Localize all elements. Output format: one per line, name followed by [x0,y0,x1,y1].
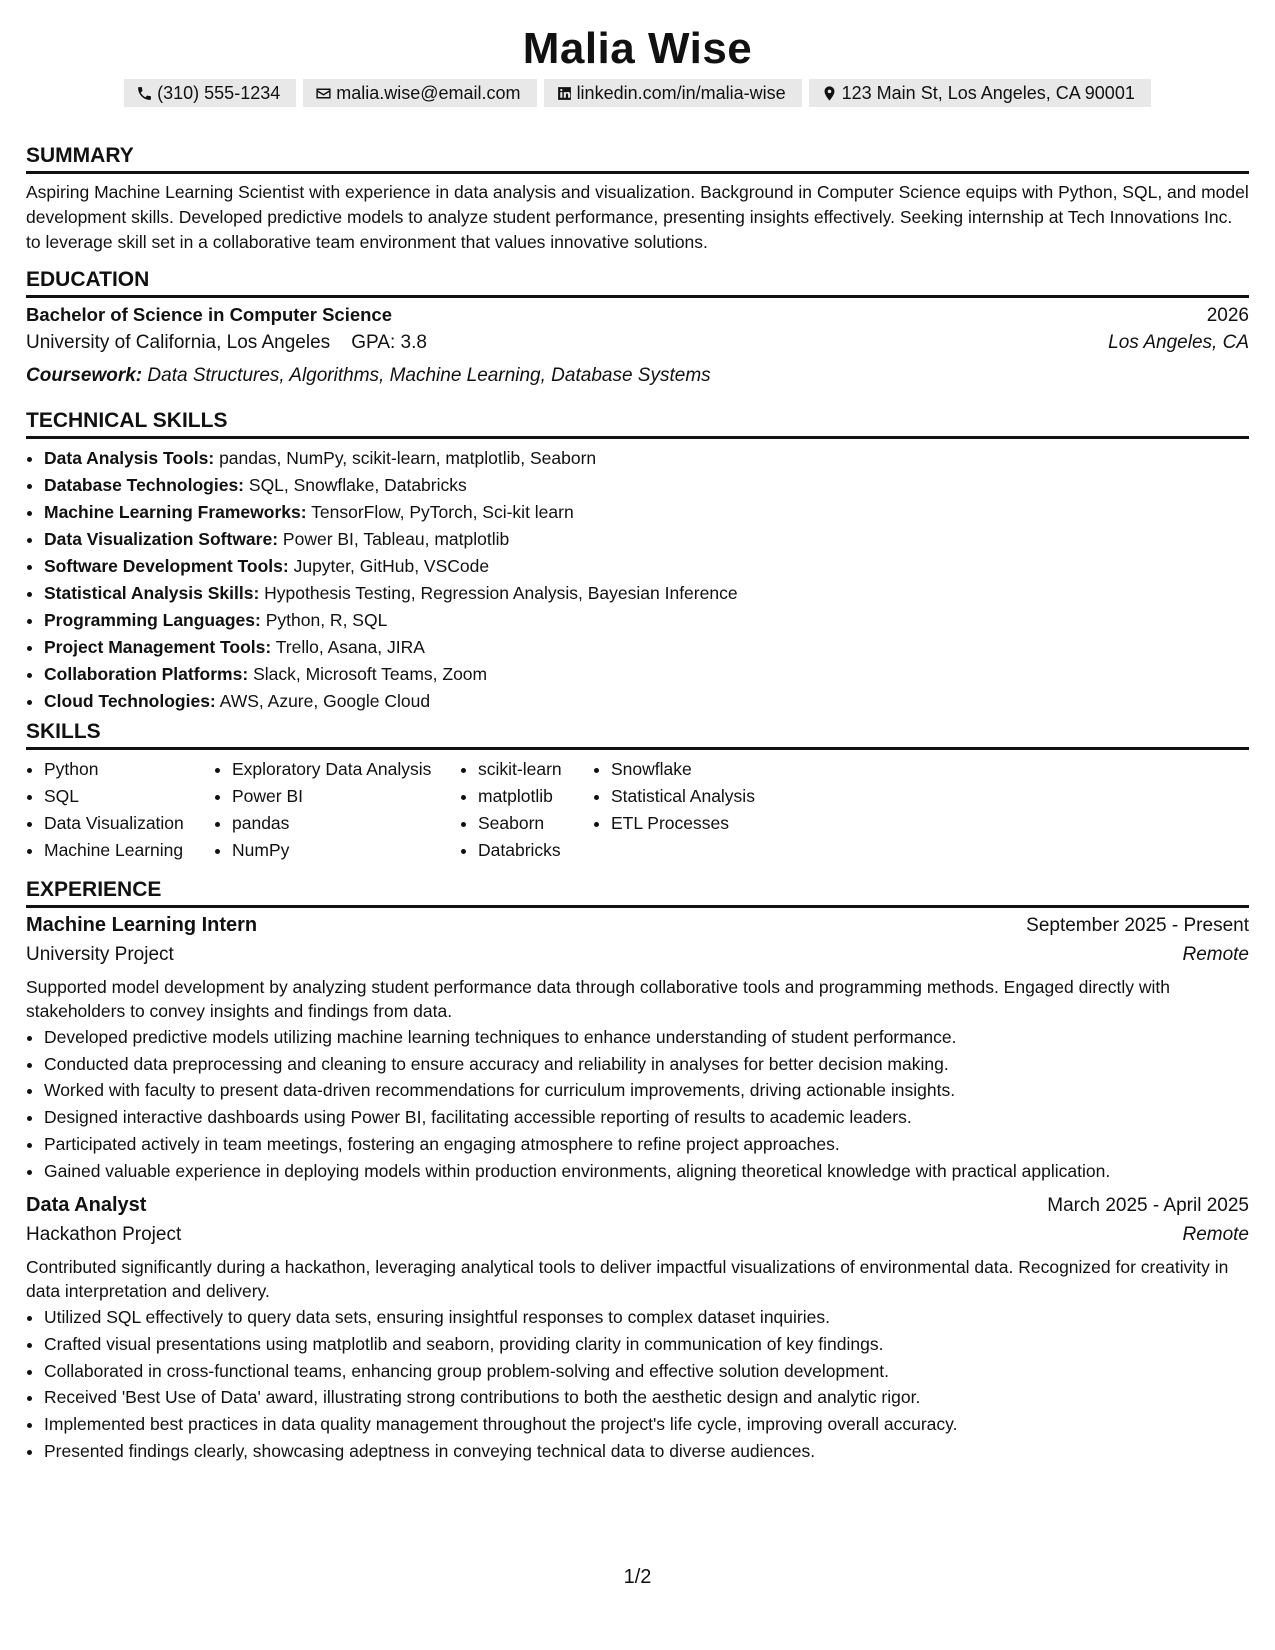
experience-section [26,876,1249,1464]
job-location: Remote [1182,944,1249,965]
contact-linkedin-text: linkedin.com/in/malia-wise [576,83,786,103]
list-item [44,553,1249,580]
list-item: • Received 'Best Use of Data' award, illustrating strong contributions to both the aesthetic design and analytic rigor. [44,1384,1249,1411]
list-item: • Worked with faculty to present data-driven recommendations for curriculum improvements, driving actionable insights. [44,1077,1249,1104]
list-item: • NumPy [232,837,460,864]
skills-column [460,756,593,864]
list-item: • Participated actively in team meetings, fostering an engaging atmosphere to refine project approaches. [44,1131,1249,1158]
contact-email[interactable] [303,79,536,107]
skills-column [26,756,214,864]
coursework-line [26,361,1249,391]
contact-address-text: 123 Main St, Los Angeles, CA 90001 [841,83,1135,103]
list-item: • Power BI [232,783,460,810]
list-item: • ETL Processes [611,810,811,837]
skills-section [26,718,1249,864]
technical-skills-section [26,407,1249,715]
list-item: • matplotlib [478,783,593,810]
coursework-list: Data Structures, Algorithms, Machine Learning, Database Systems [147,365,711,386]
skill-category: Data Visualization Software: [44,529,279,549]
job-role: Machine Learning Intern [26,914,258,936]
job-entry [26,1194,1249,1464]
skill-category: Cloud Technologies: [44,691,216,711]
job-dates: March 2025 - April 2025 [1047,1195,1249,1217]
phone-icon [136,85,153,102]
technical-skills-list [26,445,1249,715]
job-dates: September 2025 - Present [1026,915,1249,936]
list-item: • scikit-learn [478,756,593,783]
skill-category: Programming Languages: [44,610,261,630]
job-bullets [26,1024,1249,1184]
skill-category: Data Analysis Tools: [44,448,215,468]
list-item [44,499,1249,526]
skill-category: Machine Learning Frameworks: [44,502,307,522]
skills-column [593,756,811,864]
coursework-label: Coursework: [26,365,143,386]
list-item [44,661,1249,688]
resume-page [26,0,1249,1461]
skill-category: Software Development Tools: [44,556,289,576]
list-item: • Collaborated in cross-functional teams, enhancing group problem-solving and effective solution development. [44,1358,1249,1385]
contact-linkedin[interactable] [544,79,802,107]
list-item: • Snowflake [611,756,811,783]
summary-text: Aspiring Machine Learning Scientist with experience in data analysis and visualization. Background in Computer Science equips with Python, SQL, and model development skills. Developed predictive models to analyze student performance, presenting insights effectively. Seeking internship at Tech Innovations Inc. to leverage skill set in a collaborative team environment that values innovative solutions. [26,182,1249,252]
list-item: • Implemented best practices in data quality management throughout the project's life cycle, improving overall accuracy. [44,1411,1249,1438]
skill-values: SQL, Snowflake, Databricks [248,475,467,495]
skill-values: TensorFlow, PyTorch, Sci-kit learn [311,502,574,522]
list-item [44,688,1249,715]
skill-values: Power BI, Tableau, matplotlib [282,529,510,549]
summary-section [26,142,1249,255]
list-item: • Python [44,756,214,783]
contact-address [809,79,1151,107]
list-item [44,634,1249,661]
section-title-technical-skills: TECHNICAL SKILLS [26,407,1249,439]
graduation-year: 2026 [1206,305,1249,326]
school-name: University of California, Los Angeles [26,332,331,353]
map-pin-icon [821,85,838,102]
list-item [44,445,1249,472]
list-item [44,526,1249,553]
list-item: • Seaborn [478,810,593,837]
skill-values: Slack, Microsoft Teams, Zoom [253,664,488,684]
envelope-icon [315,85,332,102]
job-bullets [26,1304,1249,1464]
list-item: • Gained valuable experience in deploying models within production environments, aligning theoretical knowledge with practical application. [44,1158,1249,1185]
list-item: • Databricks [478,837,593,864]
job-org: University Project [26,944,174,965]
skill-category: Project Management Tools: [44,637,272,657]
school-location: Los Angeles, CA [1108,332,1249,353]
job-entry [26,914,1249,1184]
job-summary: Supported model development by analyzing student performance data through collaborative tools and programming methods. Engaged directly with stakeholders to convey insights and findings from data. [26,977,1171,1021]
candidate-name: Malia Wise [522,24,753,73]
list-item: • Data Visualization [44,810,214,837]
list-item [44,607,1249,634]
contact-bar [26,79,1249,107]
skills-grid [26,756,1249,864]
skill-values: Python, R, SQL [265,610,388,630]
school-line [26,332,427,354]
list-item: • Machine Learning [44,837,214,864]
gpa: GPA: 3.8 [351,332,427,353]
contact-phone[interactable] [124,79,296,107]
section-title-summary: SUMMARY [26,142,1249,174]
skill-values: AWS, Azure, Google Cloud [219,691,431,711]
section-title-skills: SKILLS [26,718,1249,750]
job-role: Data Analyst [26,1194,147,1217]
list-item [44,472,1249,499]
list-item: • Exploratory Data Analysis [232,756,460,783]
list-item: • Crafted visual presentations using matplotlib and seaborn, providing clarity in communication of key findings. [44,1331,1249,1358]
education-section [26,266,1249,391]
degree-title: Bachelor of Science in Computer Science [26,304,392,325]
skill-values: Trello, Asana, JIRA [275,637,425,657]
job-location: Remote [1182,1224,1249,1246]
section-title-experience: EXPERIENCE [26,876,1249,908]
skill-values: pandas, NumPy, scikit-learn, matplotlib, Seaborn [219,448,597,468]
list-item: • Presented findings clearly, showcasing adeptness in conveying technical data to diverse audiences. [44,1438,1249,1465]
list-item: • pandas [232,810,460,837]
list-item: • Developed predictive models utilizing machine learning techniques to enhance understanding of student performance. [44,1024,1249,1051]
skill-category: Database Technologies: [44,475,245,495]
job-summary: Contributed significantly during a hackathon, leveraging analytical tools to deliver impactful visualizations of environmental data. Recognized for creativity in data interpretation and delivery. [26,1257,1229,1302]
page-number: 1/2 [623,1566,652,1588]
contact-email-text: malia.wise@email.com [336,83,521,103]
list-item: • Utilized SQL effectively to query data sets, ensuring insightful responses to complex dataset inquiries. [44,1304,1249,1331]
list-item: • Statistical Analysis [611,783,811,810]
list-item: • SQL [44,783,214,810]
contact-phone-text: (310) 555-1234 [157,83,281,103]
list-item: • Designed interactive dashboards using Power BI, facilitating accessible reporting of results to academic leaders. [44,1104,1249,1131]
linkedin-icon [556,85,573,102]
section-title-education: EDUCATION [26,266,1249,298]
list-item [44,580,1249,607]
skills-column [214,756,460,864]
skill-values: Jupyter, GitHub, VSCode [293,556,490,576]
skill-category: Statistical Analysis Skills: [44,583,260,603]
skill-category: Collaboration Platforms: [44,664,249,684]
list-item: • Conducted data preprocessing and cleaning to ensure accuracy and reliability in analyses for better decision making. [44,1051,1249,1078]
job-org: Hackathon Project [26,1224,182,1246]
skill-values: Hypothesis Testing, Regression Analysis, Bayesian Inference [264,583,738,603]
